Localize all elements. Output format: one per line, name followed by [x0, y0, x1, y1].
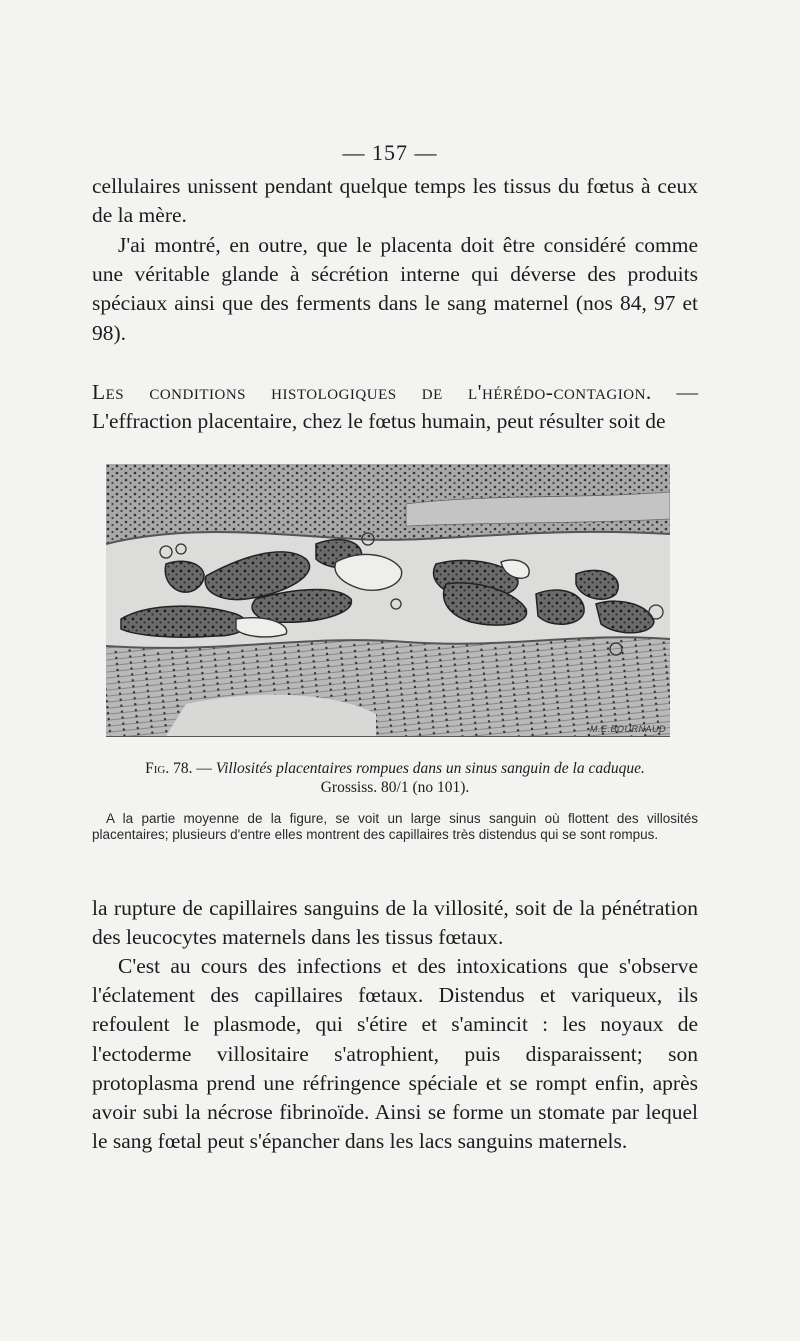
- section-heading: Les conditions histologiques de l'hérédo-contagion.: [92, 380, 652, 404]
- paragraph-3-text: — L'effraction placentaire, chez le fœtus humain, peut résulter soit de: [92, 380, 699, 434]
- figure-description: Villosités placentaires rompues dans un sinus sanguin de la caduque.: [215, 760, 645, 777]
- paragraph-1: cellulaires unissent pendant quelque temps les tissus du fœtus à ceux de la mère.: [92, 174, 698, 228]
- page-number: — 157 —: [342, 140, 438, 165]
- figure-caption-text: A la partie moyenne de la figure, se voit un large sinus sanguin où flottent des villosités placentaires; plusieurs d'entre elles montrent des capillaires très distendus qui se sont rompus.: [92, 811, 698, 842]
- paragraph-3: [92, 378, 698, 436]
- histology-engraving: [106, 464, 670, 736]
- figure-dash: —: [192, 760, 216, 777]
- paragraph-5: [92, 952, 698, 1156]
- paragraph-5-text: C'est au cours des infections et des intoxications que s'observe l'éclatement des capillaires fœtaux. Distendus et variqueux, ils refoulent le plasmode, qui s'étire et s'amincit : les noyaux de l'ectoderme villositaire s'atrophient, puis disparaissent; son protoplasma prend une réfringence spéciale et se rompt enfin, après avoir subi la nécrose fibrinoïde. Ainsi se forme un stomate par lequel le sang fœtal peut s'épancher dans les lacs sanguins maternels.: [92, 954, 698, 1154]
- paragraph-2: [92, 231, 698, 348]
- figure-illustration: [106, 464, 670, 737]
- paragraph-4: la rupture de capillaires sanguins de la villosité, soit de la pénétration des leucocytes maternels dans les tissus fœtaux.: [92, 896, 698, 950]
- figure-caption-title: [92, 759, 698, 797]
- engraver-signature: M.E.BOURNAUD: [589, 724, 666, 734]
- figure-label: Fig. 78.: [145, 760, 193, 777]
- figure-magnification: Grossiss. 80/1 (no 101).: [320, 779, 470, 796]
- paragraph-2-text: J'ai montré, en outre, que le placenta doit être considéré comme une véritable glande à sécrétion interne qui déverse des produits spéciaux ainsi que des ferments dans le sang maternel (nos 84, 97 et 98).: [92, 233, 698, 345]
- figure-caption-body: [92, 811, 698, 843]
